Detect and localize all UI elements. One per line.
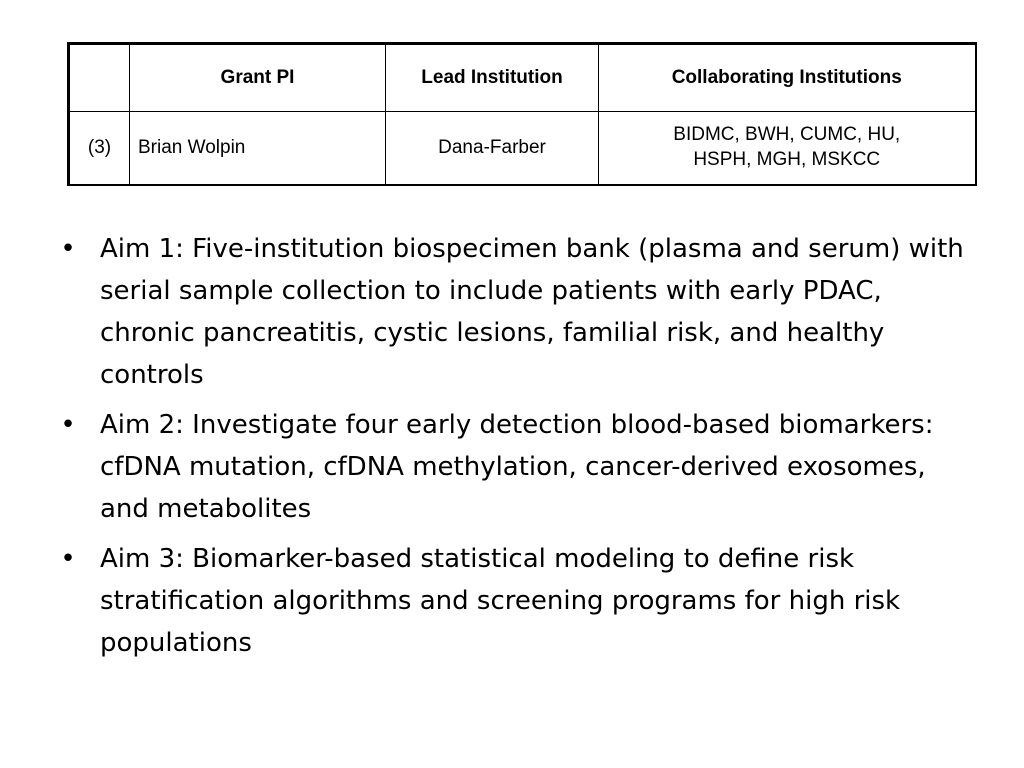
header-cell-grant-pi: Grant PI	[130, 44, 386, 112]
aim-3-text: Aim 3: Biomarker-based statistical modeling to define risk stratification algorithms and screening programs for high risk populations	[100, 544, 901, 658]
bullet-icon: •	[60, 544, 76, 574]
cell-collaborating-institutions	[599, 112, 976, 186]
header-cell-lead-institution: Lead Institution	[386, 44, 599, 112]
list-item-aim-1	[58, 228, 978, 396]
table-header-row	[69, 44, 976, 112]
header-cell-blank	[69, 44, 130, 112]
aim-1-text: Aim 1: Five-institution biospecimen bank (plasma and serum) with serial sample collection to include patients with early PDAC, chronic pancreatitis, cystic lesions, familial risk, and healthy controls	[100, 234, 964, 390]
header-cell-collaborating-institutions: Collaborating Institutions	[599, 44, 976, 112]
cell-lead-institution: Dana-Farber	[386, 112, 599, 186]
grant-table	[67, 42, 977, 186]
cell-number: (3)	[69, 112, 130, 186]
table-row	[69, 112, 976, 186]
bullet-icon: •	[60, 410, 76, 440]
aim-2-text: Aim 2: Investigate four early detection blood-based biomarkers: cfDNA mutation, cfDNA methylation, cancer-derived exosomes, and metabolites	[100, 410, 934, 524]
list-item-aim-2	[58, 404, 978, 530]
collab-line-1: BIDMC, BWH, CUMC, HU,	[673, 124, 901, 146]
cell-grant-pi: Brian Wolpin	[130, 112, 386, 186]
collab-line-2: HSPH, MGH, MSKCC	[693, 149, 881, 170]
bullet-icon: •	[60, 234, 76, 264]
list-item-aim-3	[58, 538, 978, 664]
aims-list	[58, 228, 978, 672]
